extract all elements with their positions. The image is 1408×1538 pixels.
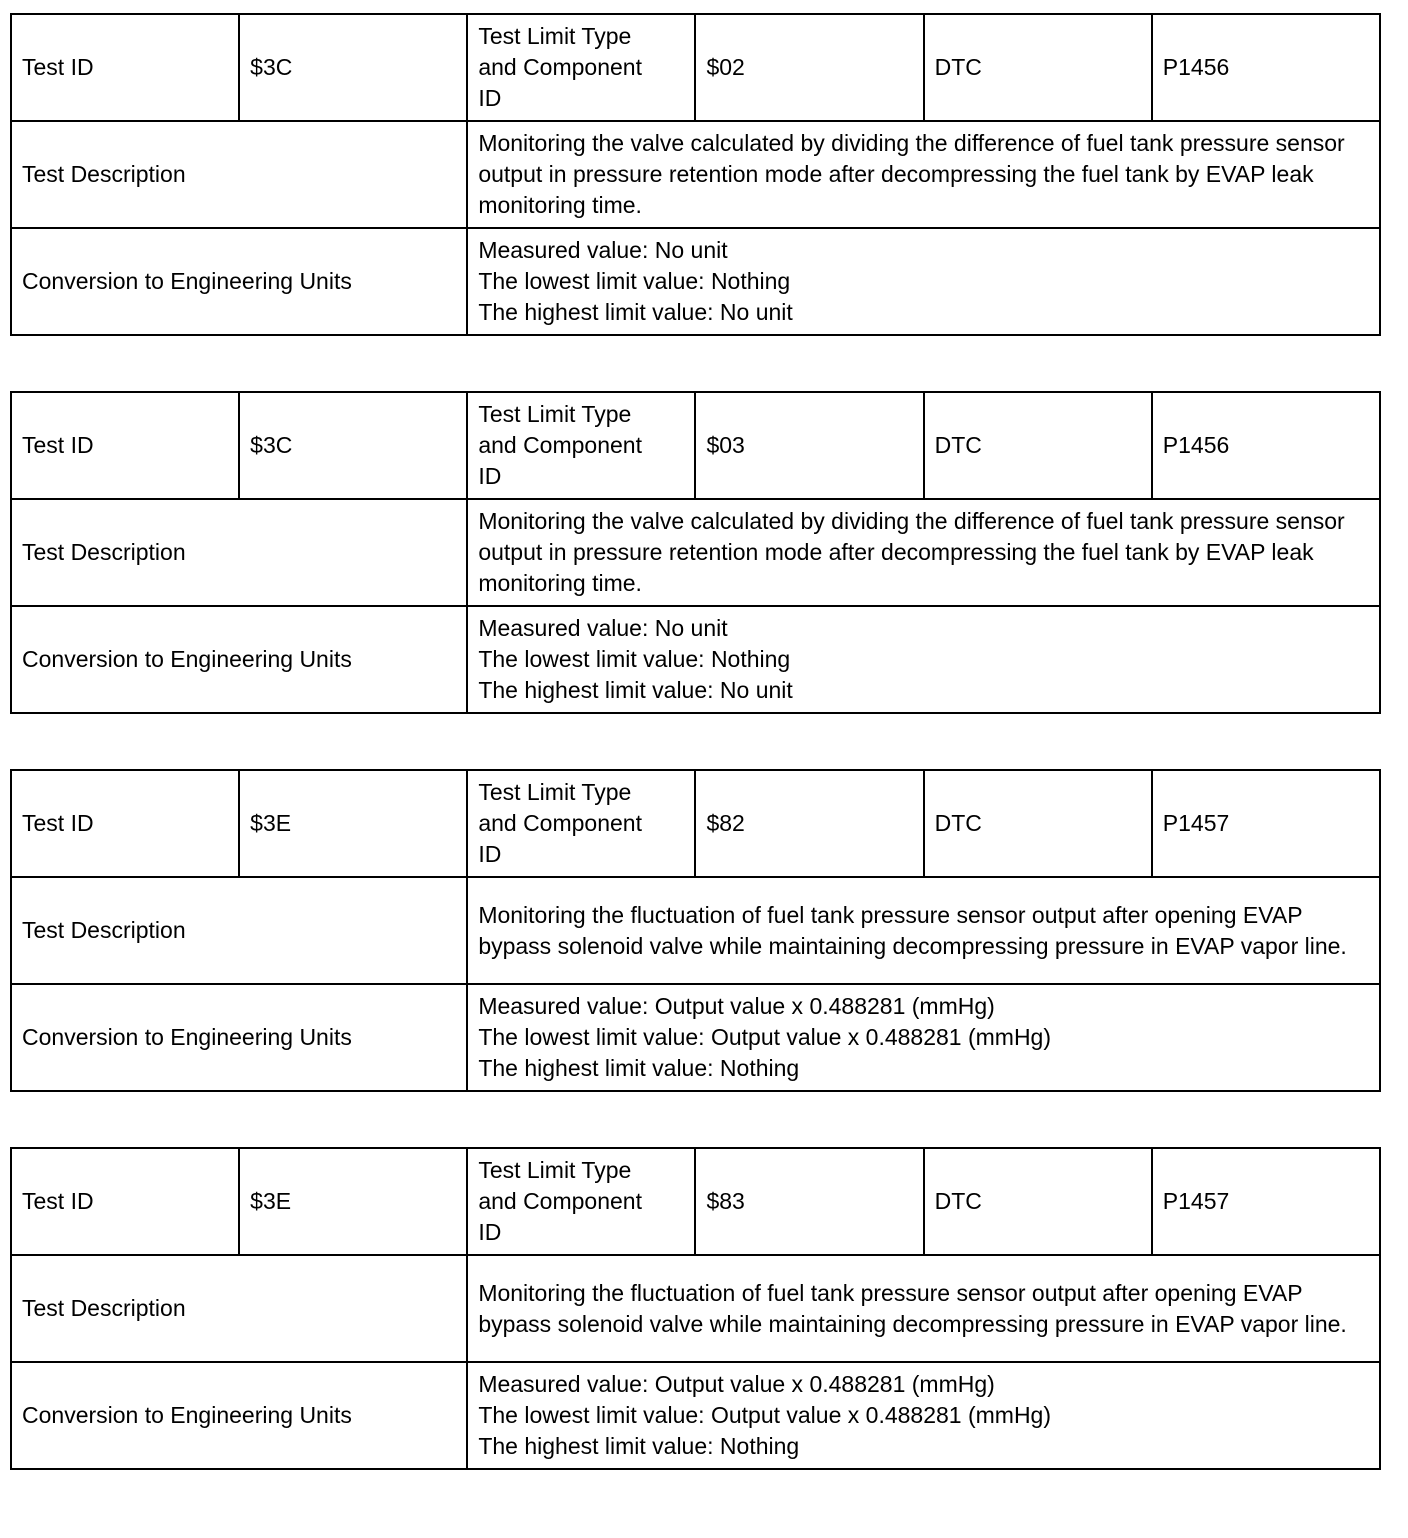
test-id-value: $3E bbox=[239, 1148, 467, 1255]
conversion-row bbox=[11, 984, 1380, 1091]
measured-value: Measured value: Output value x 0.488281 (mmHg) bbox=[478, 993, 995, 1019]
measured-value: Measured value: No unit bbox=[478, 615, 728, 641]
limit-type-label: Test Limit Type and Component ID bbox=[467, 14, 695, 121]
test-description-value: Monitoring the fluctuation of fuel tank pressure sensor output after opening EVAP bypass solenoid valve while maintaining decompressing pressure in EVAP vapor line. bbox=[467, 1255, 1380, 1362]
conversion-label: Conversion to Engineering Units bbox=[11, 606, 467, 713]
monitor-table bbox=[10, 769, 1381, 1092]
header-row bbox=[11, 770, 1380, 877]
limit-type-value: $02 bbox=[695, 14, 923, 121]
limit-type-label: Test Limit Type and Component ID bbox=[467, 770, 695, 877]
limit-type-label: Test Limit Type and Component ID bbox=[467, 1148, 695, 1255]
highest-limit-value: The highest limit value: Nothing bbox=[478, 1433, 800, 1459]
test-description-label: Test Description bbox=[11, 121, 467, 228]
conversion-value bbox=[467, 984, 1380, 1091]
description-row bbox=[11, 1255, 1380, 1362]
dtc-label: DTC bbox=[924, 1148, 1152, 1255]
lowest-limit-value: The lowest limit value: Nothing bbox=[478, 268, 791, 294]
test-description-label: Test Description bbox=[11, 499, 467, 606]
dtc-label: DTC bbox=[924, 770, 1152, 877]
monitor-table bbox=[10, 1147, 1381, 1470]
dtc-label: DTC bbox=[924, 14, 1152, 121]
conversion-label: Conversion to Engineering Units bbox=[11, 984, 467, 1091]
conversion-label: Conversion to Engineering Units bbox=[11, 1362, 467, 1469]
dtc-value: P1456 bbox=[1152, 14, 1380, 121]
test-id-label: Test ID bbox=[11, 392, 239, 499]
test-description-label: Test Description bbox=[11, 877, 467, 984]
highest-limit-value: The highest limit value: No unit bbox=[478, 299, 793, 325]
test-description-value: Monitoring the valve calculated by dividing the difference of fuel tank pressure sensor output in pressure retention mode after decompressing the fuel tank by EVAP leak monitoring time. bbox=[467, 499, 1380, 606]
test-id-label: Test ID bbox=[11, 1148, 239, 1255]
measured-value: Measured value: Output value x 0.488281 (mmHg) bbox=[478, 1371, 995, 1397]
test-id-value: $3C bbox=[239, 392, 467, 499]
dtc-value: P1456 bbox=[1152, 392, 1380, 499]
test-id-value: $3E bbox=[239, 770, 467, 877]
limit-type-label: Test Limit Type and Component ID bbox=[467, 392, 695, 499]
lowest-limit-value: The lowest limit value: Output value x 0.488281 (mmHg) bbox=[478, 1024, 1052, 1050]
conversion-label: Conversion to Engineering Units bbox=[11, 228, 467, 335]
monitor-table bbox=[10, 13, 1381, 336]
conversion-row bbox=[11, 228, 1380, 335]
limit-type-value: $03 bbox=[695, 392, 923, 499]
dtc-label: DTC bbox=[924, 392, 1152, 499]
test-id-label: Test ID bbox=[11, 770, 239, 877]
highest-limit-value: The highest limit value: No unit bbox=[478, 677, 793, 703]
header-row bbox=[11, 1148, 1380, 1255]
description-row bbox=[11, 877, 1380, 984]
description-row bbox=[11, 499, 1380, 606]
conversion-value bbox=[467, 606, 1380, 713]
limit-type-value: $83 bbox=[695, 1148, 923, 1255]
lowest-limit-value: The lowest limit value: Nothing bbox=[478, 646, 791, 672]
conversion-row bbox=[11, 1362, 1380, 1469]
highest-limit-value: The highest limit value: Nothing bbox=[478, 1055, 800, 1081]
conversion-value bbox=[467, 1362, 1380, 1469]
measured-value: Measured value: No unit bbox=[478, 237, 728, 263]
test-description-label: Test Description bbox=[11, 1255, 467, 1362]
lowest-limit-value: The lowest limit value: Output value x 0.488281 (mmHg) bbox=[478, 1402, 1052, 1428]
conversion-row bbox=[11, 606, 1380, 713]
dtc-value: P1457 bbox=[1152, 1148, 1380, 1255]
test-id-label: Test ID bbox=[11, 14, 239, 121]
monitor-tables bbox=[10, 13, 1381, 1525]
monitor-table bbox=[10, 391, 1381, 714]
header-row bbox=[11, 392, 1380, 499]
test-description-value: Monitoring the valve calculated by dividing the difference of fuel tank pressure sensor output in pressure retention mode after decompressing the fuel tank by EVAP leak monitoring time. bbox=[467, 121, 1380, 228]
conversion-value bbox=[467, 228, 1380, 335]
dtc-value: P1457 bbox=[1152, 770, 1380, 877]
limit-type-value: $82 bbox=[695, 770, 923, 877]
description-row bbox=[11, 121, 1380, 228]
test-id-value: $3C bbox=[239, 14, 467, 121]
test-description-value: Monitoring the fluctuation of fuel tank pressure sensor output after opening EVAP bypass solenoid valve while maintaining decompressing pressure in EVAP vapor line. bbox=[467, 877, 1380, 984]
header-row bbox=[11, 14, 1380, 121]
